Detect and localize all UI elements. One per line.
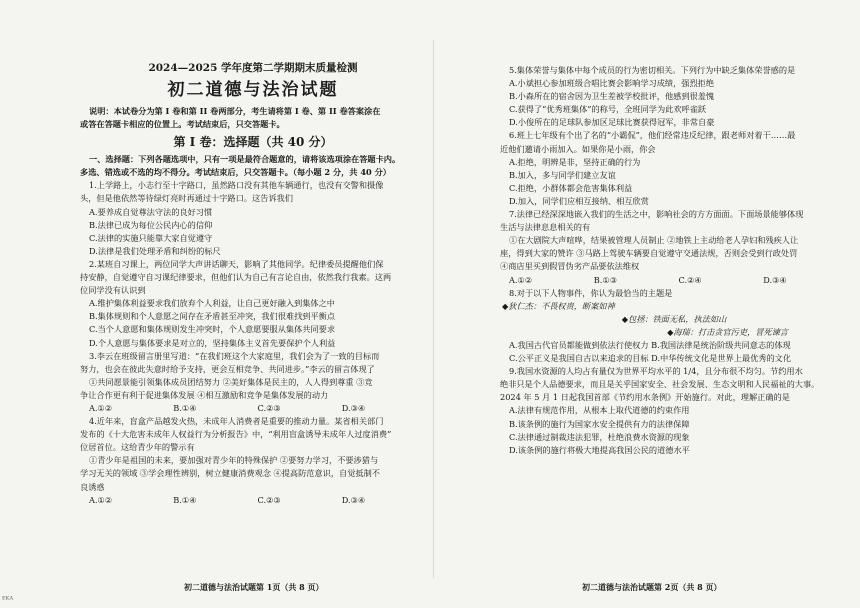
q7-choice-b: B.①③ — [593, 274, 618, 285]
q6-option-d: D.加入，同学们应相互接纳、相互欣赏 — [509, 195, 649, 206]
q1-option-b: B.法律已成为每位公民内心的信仰 — [89, 219, 213, 230]
q4-stem-line-2: 发布的《十大危害未成年人权益行为分析报告》中，“利用盲盒诱导未成年人过度消费” — [80, 429, 392, 440]
q4-choices — [80, 494, 426, 507]
q5-option-c: C.获得了“优秀班集体”的称号，全班同学为此欢呼雀跃 — [509, 104, 707, 115]
q4-choice-c: C.②③ — [257, 494, 281, 505]
section-intro-line-1: 一、选择题：下列各题选项中，只有一项是最符合题意的，请将该选项涂在答题卡内。 — [89, 154, 401, 165]
q1-stem-line-1: 1.上学路上，小志行至十字路口，虽然路口没有其他车辆通行，也没有交警和摄像 — [89, 180, 384, 191]
q4-items-line-1: ①青少年是祖国的未来，要加强对青少年的特殊保护 ②要努力学习，不要涉猎与 — [89, 455, 379, 466]
q6-option-a: A.拒绝，明辨是非，坚持正确的行为 — [509, 156, 641, 167]
instructions-line-2: 或答在答题卡相应的位置上。考试结束后，只交答题卡。 — [80, 119, 285, 130]
q4-stem-line-1: 4.近年来，盲盒产品越发火热，未成年人消费者是重要的推动力量。某省相关部门 — [89, 416, 384, 427]
q7-items-line-2: 座，得到大家的赞许 ③马路上驾驶车辆要自觉遵守交通法规，否则会受到行政处罚 — [500, 248, 798, 259]
q8-poem-line-3: ◆海瑞：打击贪官污吏，冒死谏言 — [667, 326, 788, 337]
q9-stem-line-2: 绝非只是个人品德要求，而且是关乎国家安全、社会发展、生态文明和人民福祉的大事。 — [500, 379, 820, 390]
q7-stem-line-1: 7.法律已经深深地嵌入我们的生活之中，影响社会的方方面面。下面场景能够体现 — [509, 209, 804, 220]
exam-page-2 — [434, 0, 860, 608]
exam-title: 初二道德与法治试题 — [167, 80, 339, 100]
q7-choice-c: C.②④ — [678, 274, 702, 285]
q7-choice-d: D.③④ — [763, 274, 787, 285]
q1-option-c: C.法律的实施只能靠大家自觉遵守 — [89, 232, 213, 243]
q4-items-line-2: 学习无关的领域 ③学会理性辨别，树立健康消费观念 ④提高防范意识，自觉抵制不 — [80, 468, 380, 479]
q9-stem-line-1: 9.我国水资源的人均占有量仅为世界平均水平的 1/4，且分布很不均匀。节约用水 — [509, 366, 803, 377]
q3-choice-c: C.②③ — [257, 402, 281, 413]
q6-stem-line-2: 近他们邀请小雨加入。如果你是小雨，你会 — [500, 143, 656, 154]
q8-options-line-1: A.我国古代官员都能做到依法行使权力 B.我国法律是统治阶级共同意志的体现 — [509, 339, 791, 350]
part1-title: 第 I 卷：选择题（共 40 分） — [173, 135, 333, 150]
q3-choice-b: B.①④ — [173, 402, 197, 413]
q4-stem-line-3: 位居首位。这给青少年的警示有 — [80, 442, 195, 453]
q8-poem-line-1: ◆狄仁杰：不畏权贵，断案如神 — [502, 300, 615, 311]
exam-subtitle: 2024—2025 学年度第二学期期末质量检测 — [148, 62, 358, 74]
q5-option-b: B.小森所在的宿舍因为卫生差被学校批评，他感到很羞愧 — [509, 91, 715, 102]
q7-choices — [500, 274, 848, 287]
q9-option-c: C.法律通过制裁违法犯罪，杜绝浪费水资源的现象 — [509, 431, 690, 442]
q5-option-a: A.小斌担心参加班级合唱比赛会影响学习成绩，强烈拒绝 — [509, 78, 715, 89]
q1-option-a: A.要养成自觉尊法守法的良好习惯 — [89, 206, 213, 217]
q4-choice-d: D.③④ — [341, 494, 366, 505]
q4-choice-b: B.①④ — [173, 494, 197, 505]
q6-option-b: B.加入，多与同学们建立友谊 — [509, 169, 616, 180]
q2-option-a: A.维护集体利益要求我们放弃个人利益，让自己更好融入到集体之中 — [89, 298, 335, 309]
q8-options-line-2: C.公平正义是我国自古以来追求的目标 D.中华传统文化是世界上最优秀的文化 — [509, 353, 792, 364]
q9-option-b: B.该条例的施行为国家水安全提供有力的法律保障 — [509, 418, 690, 429]
q4-choice-a: A.①② — [89, 494, 113, 505]
page-1-footer: 初二道德与法治试题第 1页（共 8 页） — [184, 581, 324, 592]
q3-items-line-1: ①共同愿景能引领集体成员团结努力 ②美好集体是民主的，人人得到尊重 ③竞 — [89, 376, 373, 387]
q7-choice-a: A.①② — [509, 274, 533, 285]
page-2-footer: 初二道德与法治试题第 2页（共 8 页） — [582, 581, 722, 592]
q1-stem-line-2: 头，但是他依然等待绿灯亮时再通过十字路口。这告诉我们 — [80, 193, 293, 204]
q9-option-d: D.该条例的施行将极大地提高我国公民的道德水平 — [509, 444, 690, 455]
q8-poem-line-2: ◆包拯：铁面无私，执法如山 — [621, 313, 727, 324]
q4-items-line-3: 良诱惑 — [80, 481, 105, 492]
q9-stem-line-3: 2024 年 5 月 1 日起我国首部《节约用水条例》开始施行。对此，理解正确的是 — [500, 392, 790, 403]
q6-option-c: C.拒绝，小群体都会危害集体利益 — [509, 182, 633, 193]
q2-stem-line-1: 2.某班自习课上，两位同学大声讲话聊天，影响了其他同学。纪律委员提醒他们保 — [89, 258, 384, 269]
q5-stem: 5.集体荣誉与集体中每个成员的行为密切相关。下列行为中缺乏集体荣誉感的是 — [509, 65, 796, 75]
q3-choice-a: A.①② — [89, 402, 113, 413]
q3-items-line-2: 争让合作更有利于促进集体发展 ④相互激励和竞争是集体发展的动力 — [80, 389, 329, 400]
q2-stem-line-2: 持安静，自觉遵守自习课纪律要求，但他们认为自己有言论自由，依然我行我素。这两 — [80, 272, 392, 283]
q7-items-line-3: ④商店里买到假冒伪劣产品要依法维权 — [500, 261, 640, 272]
q5-option-d: D.小俊所在的足球队参加区足球比赛获得冠军，非常自豪 — [509, 117, 715, 128]
q2-stem-line-3: 位同学没有认识到 — [80, 285, 146, 296]
q2-option-d: D.个人意愿与集体要求是对立的，坚持集体主义首先要保护个人利益 — [89, 337, 336, 348]
section-intro-line-2: 多选、错选或不选的均不得分。考试结束后，只交答题卡。（每小题 2 分，共 40 分） — [80, 167, 391, 178]
q9-option-a: A.法律有规范作用，从根本上取代道德的约束作用 — [509, 405, 690, 416]
q3-choice-d: D.③④ — [341, 402, 366, 413]
q3-choices — [80, 402, 426, 415]
q7-stem-line-2: 生活与法律息息相关的有 — [500, 222, 591, 233]
q1-option-d: D.法律是我们处理矛盾和纠纷的标尺 — [89, 245, 221, 256]
q2-option-c: C.当个人意愿和集体规则发生冲突时，个人意愿要服从集体共同要求 — [89, 324, 336, 335]
q3-stem-line-2: 努力，也会在彼此失意时给予支持，更会互相竞争、共同进步。”李云的留言体现了 — [80, 363, 375, 374]
q3-stem-line-1: 3.李云在班级留言册里写道：“在我们班这个大家庭里，我们会为了一致的目标而 — [89, 350, 380, 361]
instructions-line-1: 说明：本试卷分为第 I 卷和第 II 卷两部分，考生请将第 I 卷、第 II 卷答案涂在 — [89, 106, 381, 116]
q8-stem: 8.对于以下人物事件，你认为最恰当的主题是 — [509, 287, 673, 298]
corner-scan-mark: ᴱᴷᴬ — [2, 595, 14, 604]
q6-stem-line-1: 6.班上七年级有个出了名的“小霸侃”，他们经常违反纪律，跟老师对着干……最 — [509, 130, 796, 141]
q7-items-line-1: ①在大剧院大声喧哗，结果被管理人员制止 ②地铁上主动给老人孕妇和残疾人让 — [509, 235, 799, 246]
q2-option-b: B.集体规则和个人意愿之间存在矛盾甚至冲突，我们很难找到平衡点 — [89, 311, 336, 322]
